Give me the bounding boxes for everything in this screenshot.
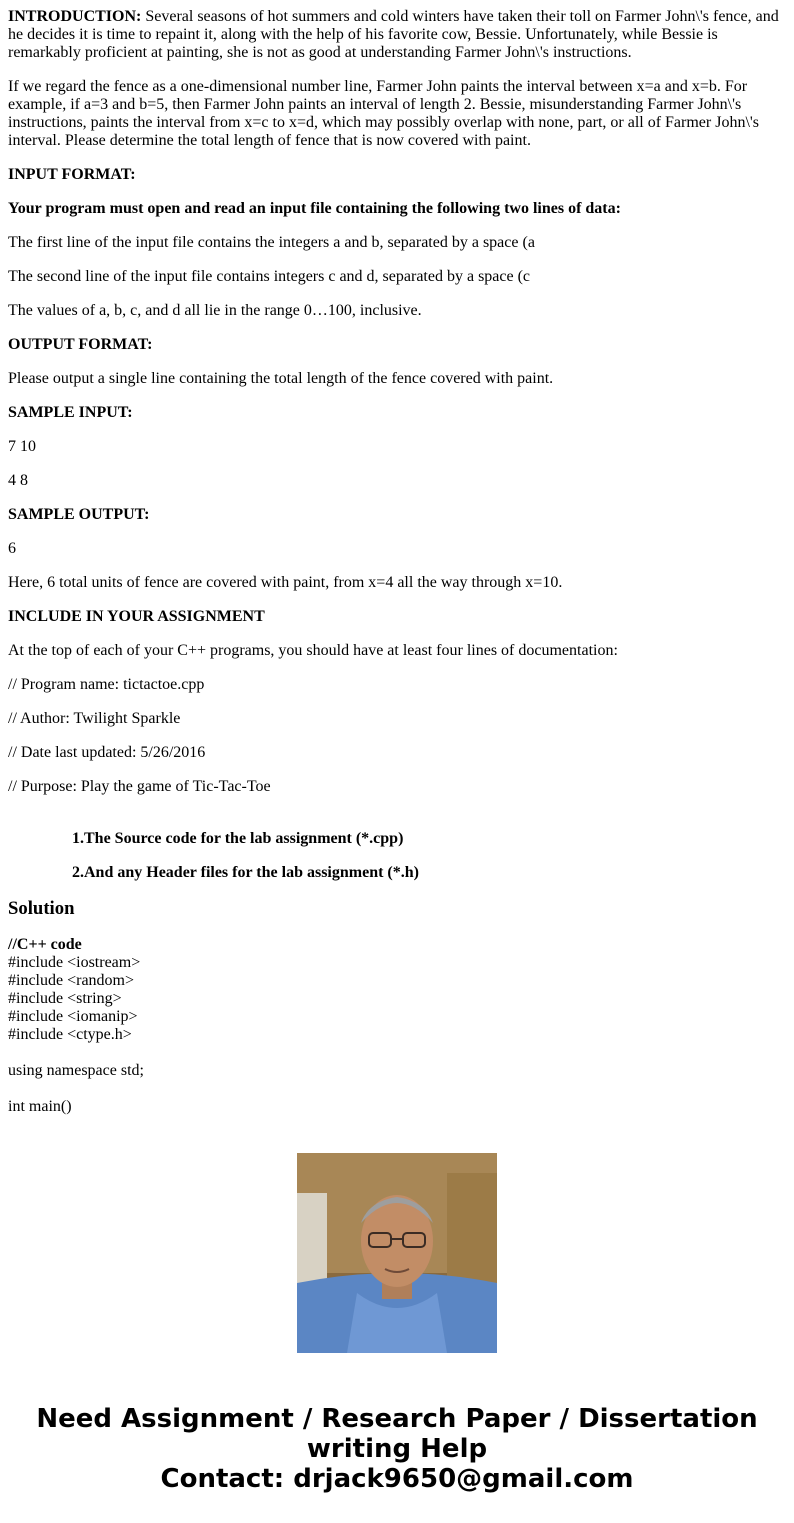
input-range-text: The values of a, b, c, and d all lie in the range 0…100, inclusive. — [8, 302, 422, 319]
code-main: int main() — [8, 1098, 72, 1115]
code-comment: //C++ code — [8, 936, 82, 953]
output-format-heading: OUTPUT FORMAT: — [8, 336, 153, 353]
include-intro: At the top of each of your C++ programs, you should have at least four lines of documentation: — [8, 642, 618, 659]
input-format-subheading: Your program must open and read an input file containing the following two lines of data: — [8, 200, 621, 217]
input-line2-text: The second line of the input file contains integers c and d, separated by a space (c — [8, 268, 531, 285]
doc-line: // Purpose: Play the game of Tic-Tac-Toe — [8, 778, 271, 795]
sample-output-explanation: Here, 6 total units of fence are covered with paint, from x=4 all the way through x=10. — [8, 574, 563, 591]
include-item-header: 2.And any Header files for the lab assignment (*.h) — [72, 864, 419, 881]
intro-text: Several seasons of hot summers and cold winters have taken their toll on Farmer John\'s fence, and he decides it is time to repaint it, along with the help of his favorite cow, Bessie. Unfortunately, while Bessie is remarkably proficient at painting, she is not as good at understanding Farmer John\'s instructions. — [8, 8, 779, 61]
code-include: #include <string> — [8, 990, 122, 1007]
include-item-cpp: 1.The Source code for the lab assignment (*.cpp) — [72, 830, 404, 847]
sample-input-line2: 4 8 — [8, 472, 28, 489]
author-photo — [297, 1153, 497, 1353]
include-heading: INCLUDE IN YOUR ASSIGNMENT — [8, 608, 265, 625]
intro-paragraph — [8, 8, 786, 62]
contact-banner — [0, 1404, 794, 1494]
input-line1-text: The first line of the input file contains the integers a and b, separated by a space (a — [8, 234, 535, 251]
code-include: #include <random> — [8, 972, 135, 989]
cta-contact-email: Contact: drjack9650@gmail.com — [160, 1464, 634, 1494]
document-body — [8, 0, 786, 1115]
code-using: using namespace std; — [8, 1062, 144, 1079]
doc-line: // Date last updated: 5/26/2016 — [8, 744, 206, 761]
input-format-heading: INPUT FORMAT: — [8, 166, 136, 183]
cta-line1: Need Assignment / Research Paper / Dissertation — [36, 1404, 758, 1434]
solution-code — [8, 936, 786, 1115]
sample-output-heading: SAMPLE OUTPUT: — [8, 506, 150, 523]
cta-line2: writing Help — [306, 1434, 488, 1464]
code-include: #include <iomanip> — [8, 1008, 138, 1025]
doc-line: // Program name: tictactoe.cpp — [8, 676, 205, 693]
code-include: #include <iostream> — [8, 954, 141, 971]
solution-heading: Solution — [8, 898, 75, 919]
sample-input-line1: 7 10 — [8, 438, 36, 455]
code-include: #include <ctype.h> — [8, 1026, 132, 1043]
intro-label: INTRODUCTION: — [8, 8, 142, 25]
output-format-text: Please output a single line containing the total length of the fence covered with paint. — [8, 370, 554, 387]
fence-paragraph: If we regard the fence as a one-dimensional number line, Farmer John paints the interval between x=a and x=b. For example, if a=3 and b=5, then Farmer John paints an interval of length 2. Bessie, misunderstanding Farmer John\'s instructions, paints the interval from x=c to x=d, which may possibly overlap with none, part, or all of Farmer John\'s interval. Please determine the total length of fence that is now covered with paint. — [8, 78, 760, 149]
sample-output-value: 6 — [8, 540, 16, 557]
doc-line: // Author: Twilight Sparkle — [8, 710, 181, 727]
sample-input-heading: SAMPLE INPUT: — [8, 404, 133, 421]
